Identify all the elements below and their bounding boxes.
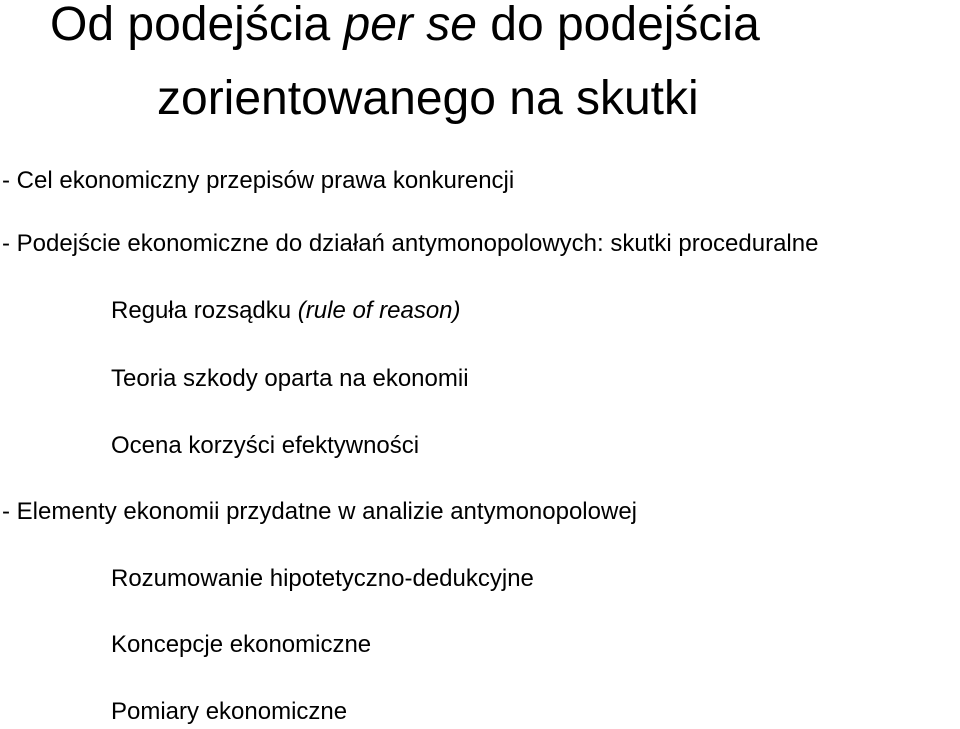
bullet-economic-elements: - Elementy ekonomii przydatne w analizie antymonopolowej <box>2 498 637 525</box>
title-text-1: Od podejścia <box>50 0 344 51</box>
rule-of-reason-label: Reguła rozsądku <box>111 297 298 324</box>
bullet-economic-goal: - Cel ekonomiczny przepisów prawa konkurencji <box>2 167 515 194</box>
sub-bullet-measurements: Pomiary ekonomiczne <box>111 698 348 725</box>
sub-bullet-rule-of-reason <box>111 296 461 326</box>
title-text-2: do podejścia <box>476 0 760 51</box>
title-italic-term: per se <box>343 0 477 51</box>
title-line-1 <box>50 0 760 56</box>
rule-of-reason-term: (rule of reason) <box>297 297 461 324</box>
sub-bullet-reasoning: Rozumowanie hipotetyczno-dedukcyjne <box>111 565 534 592</box>
sub-bullet-concepts: Koncepcje ekonomiczne <box>111 631 372 658</box>
title-line-2: zorientowanego na skutki <box>157 72 699 125</box>
bullet-economic-approach: - Podejście ekonomiczne do działań antymonopolowych: skutki proceduralne <box>2 230 819 257</box>
sub-bullet-theory-of-harm: Teoria szkody oparta na ekonomii <box>111 365 469 392</box>
sub-bullet-efficiencies: Ocena korzyści efektywności <box>111 432 420 459</box>
